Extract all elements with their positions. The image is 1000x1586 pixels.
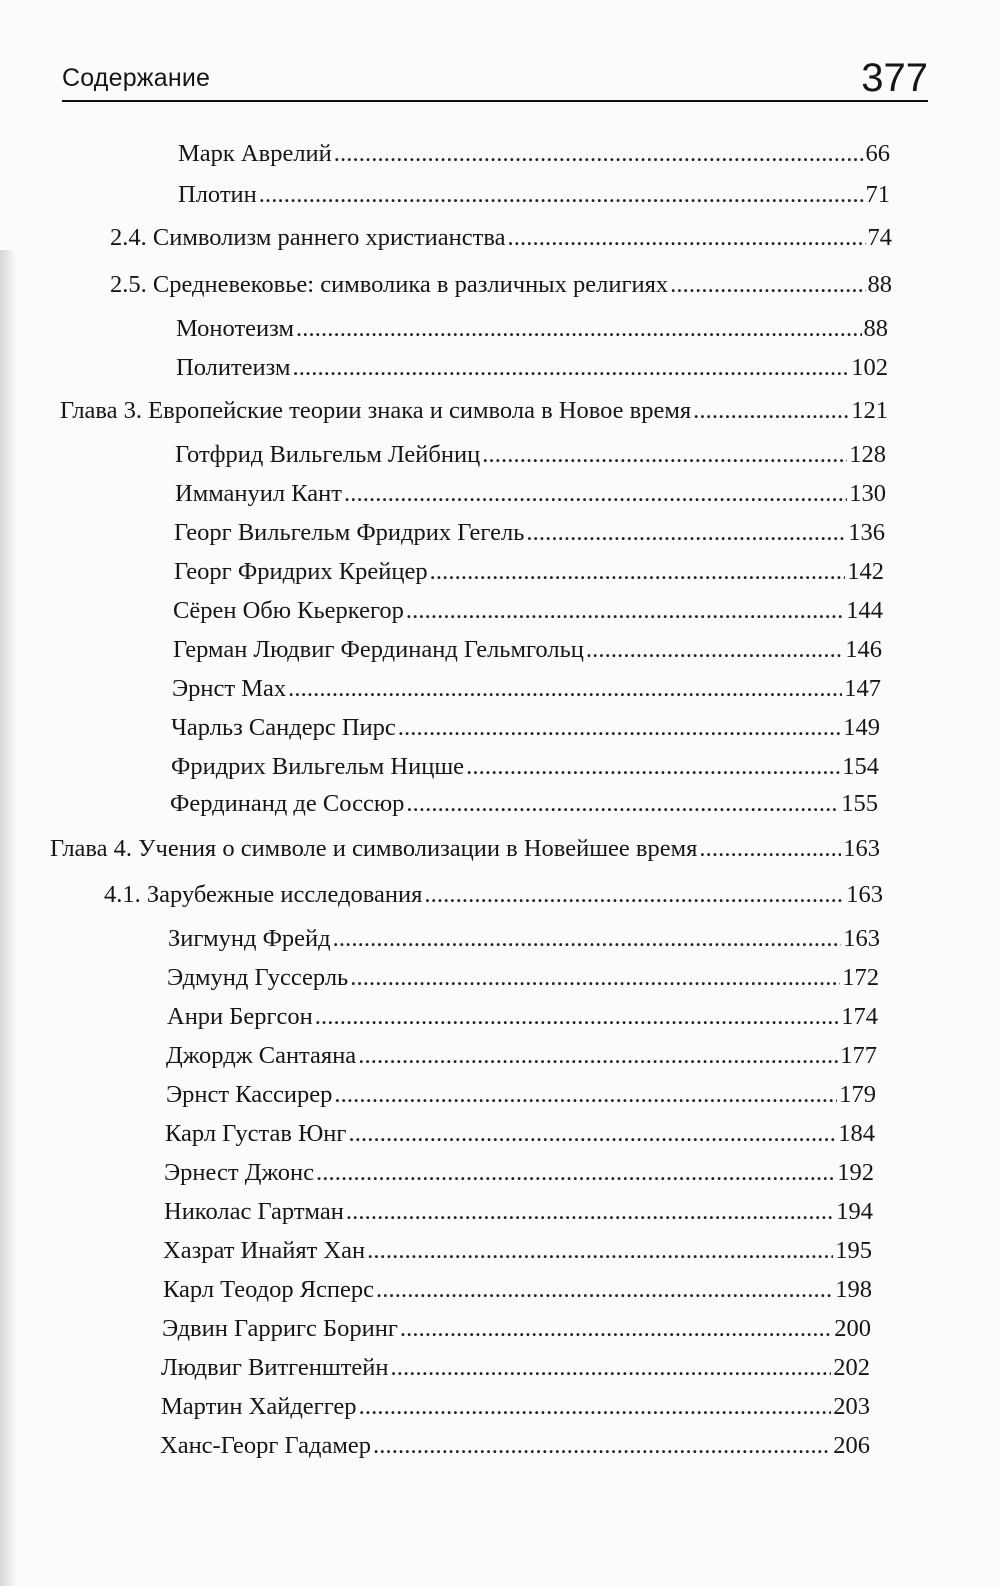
toc-entry-page: 71 xyxy=(865,181,890,208)
toc-entry xyxy=(163,1236,872,1266)
toc-entry xyxy=(165,1119,875,1149)
toc-entry xyxy=(174,518,885,548)
toc-entry xyxy=(167,963,879,993)
toc-entry xyxy=(166,1080,876,1110)
toc-entry-page: 66 xyxy=(865,140,890,167)
toc-entry xyxy=(170,789,878,819)
toc-entry-title: Эдвин Гарригс Боринг xyxy=(162,1315,398,1342)
toc-entry xyxy=(161,1392,870,1422)
toc-entry-page: 88 xyxy=(863,315,888,342)
toc-entry-title: Джордж Сантаяна xyxy=(166,1042,357,1069)
dot-leader xyxy=(699,834,841,864)
toc-entry-title: 2.4. Символизм раннего христианства xyxy=(110,224,506,251)
toc-entry-page: 147 xyxy=(844,675,881,702)
toc-entry-page: 121 xyxy=(851,397,888,424)
toc-entry-page: 74 xyxy=(867,224,892,251)
toc-entry-title: Карл Теодор Ясперс xyxy=(163,1276,375,1303)
toc-entry-page: 102 xyxy=(851,354,888,381)
dot-leader xyxy=(398,713,841,743)
dot-leader xyxy=(482,440,847,470)
toc-entry-page: 194 xyxy=(836,1198,873,1225)
toc-entry xyxy=(167,1002,878,1032)
toc-entry xyxy=(160,1431,870,1461)
toc-entry-page: 184 xyxy=(838,1120,875,1147)
toc-entry xyxy=(104,880,883,910)
dot-leader xyxy=(334,139,864,169)
toc-entry-page: 179 xyxy=(839,1081,876,1108)
toc-entry xyxy=(178,139,890,169)
toc-entry-title: Герман Людвиг Фердинанд Гельмгольц xyxy=(173,636,584,663)
toc-entry-page: 88 xyxy=(867,271,892,298)
toc-entry-title: Глава 4. Учения о символе и символизации в Новейшее время xyxy=(50,835,698,862)
toc-entry-page: 149 xyxy=(843,714,880,741)
dot-leader xyxy=(424,880,844,910)
toc-entry-page: 174 xyxy=(841,1003,878,1030)
toc-entry xyxy=(60,396,888,426)
toc-entry xyxy=(171,752,879,782)
toc-entry xyxy=(173,635,882,665)
toc-entry-title: Хазрат Инайят Хан xyxy=(163,1237,366,1264)
dot-leader xyxy=(344,479,847,509)
toc-entry xyxy=(168,924,880,954)
dot-leader xyxy=(670,270,865,300)
toc-entry xyxy=(178,180,890,210)
toc-entry-title: Плотин xyxy=(178,181,257,208)
toc-entry-title: Николас Гартман xyxy=(164,1198,344,1225)
toc-entry-page: 163 xyxy=(846,881,883,908)
toc-entry-title: Политеизм xyxy=(176,354,291,381)
toc-entry-title: Эрнст Мах xyxy=(172,675,287,702)
toc-entry-title: 2.5. Средневековье: символика в различных религиях xyxy=(110,271,669,298)
toc-entry xyxy=(176,353,888,383)
toc-entry-title: 4.1. Зарубежные исследования xyxy=(104,881,423,908)
toc-entry-page: 142 xyxy=(847,558,884,585)
toc-entry-title: Эрнст Кассирер xyxy=(166,1081,333,1108)
toc-entry-title: Людвиг Витгенштейн xyxy=(161,1354,389,1381)
dot-leader xyxy=(359,1392,832,1422)
toc-entry-page: 146 xyxy=(845,636,882,663)
toc-entry xyxy=(175,479,886,509)
toc-entry-title: Чарльз Сандерс Пирс xyxy=(171,714,396,741)
dot-leader xyxy=(296,314,862,344)
dot-leader xyxy=(406,789,839,819)
dot-leader xyxy=(259,180,864,210)
dot-leader xyxy=(373,1431,831,1461)
toc-entry xyxy=(164,1158,874,1188)
toc-entry xyxy=(173,596,883,626)
dot-leader xyxy=(466,752,840,782)
dot-leader xyxy=(507,223,865,253)
toc-entry-title: Глава 3. Европейские теории знака и символа в Новое время xyxy=(60,397,692,424)
toc-entry xyxy=(161,1353,870,1383)
dot-leader xyxy=(406,596,844,626)
toc-entry-page: 172 xyxy=(842,964,879,991)
toc-entry-title: Георг Вильгельм Фридрих Гегель xyxy=(174,519,525,546)
dot-leader xyxy=(316,1158,835,1188)
toc-entry-title: Карл Густав Юнг xyxy=(165,1120,347,1147)
dot-leader xyxy=(358,1041,838,1071)
toc-entry-title: Готфрид Вильгельм Лейбниц xyxy=(175,441,481,468)
dot-leader xyxy=(334,1080,837,1110)
toc-entry-page: 203 xyxy=(833,1393,870,1420)
toc-entry-page: 154 xyxy=(842,753,879,780)
toc-entry-title: Фридрих Вильгельм Ницше xyxy=(171,753,465,780)
toc-entry xyxy=(171,713,880,743)
toc-entry-page: 163 xyxy=(843,925,880,952)
toc-entry-page: 163 xyxy=(843,835,880,862)
toc-entry xyxy=(176,314,888,344)
toc-entry-page: 128 xyxy=(849,441,886,468)
toc-entry-page: 206 xyxy=(833,1432,870,1459)
dot-leader xyxy=(293,353,850,383)
toc-entry xyxy=(164,1197,873,1227)
toc-entry-page: 202 xyxy=(833,1354,870,1381)
toc-entry-title: Сёрен Обю Кьеркегор xyxy=(173,597,404,624)
toc-entry-page: 136 xyxy=(848,519,885,546)
dot-leader xyxy=(288,674,842,704)
toc-entry-title: Эрнест Джонс xyxy=(164,1159,314,1186)
toc-entry-page: 192 xyxy=(837,1159,874,1186)
toc-entry xyxy=(163,1275,872,1305)
toc-entry-page: 130 xyxy=(849,480,886,507)
toc-entry-title: Эдмунд Гуссерль xyxy=(167,964,349,991)
toc-entry-page: 198 xyxy=(835,1276,872,1303)
dot-leader xyxy=(367,1236,833,1266)
dot-leader xyxy=(693,396,849,426)
dot-leader xyxy=(586,635,843,665)
dot-leader xyxy=(333,924,842,954)
toc-entry-page: 177 xyxy=(840,1042,877,1069)
toc-entry-title: Фердинанд де Соссюр xyxy=(170,790,405,817)
toc-entry-page: 200 xyxy=(834,1315,871,1342)
toc-entry xyxy=(166,1041,877,1071)
toc-entry-page: 155 xyxy=(841,790,878,817)
toc-entry-title: Зигмунд Фрейд xyxy=(168,925,331,952)
toc-entry-title: Монотеизм xyxy=(176,315,294,342)
toc-entry-title: Георг Фридрих Крейцер xyxy=(174,558,428,585)
toc-entry-page: 195 xyxy=(835,1237,872,1264)
toc-entry-title: Мартин Хайдеггер xyxy=(161,1393,357,1420)
toc-entry-title: Анри Бергсон xyxy=(167,1003,313,1030)
toc-entry xyxy=(110,270,892,300)
dot-leader xyxy=(400,1314,832,1344)
toc-entry xyxy=(172,674,881,704)
page-number: 377 xyxy=(861,56,928,100)
toc-entry-title: Ханс-Георг Гадамер xyxy=(160,1432,371,1459)
toc-entry xyxy=(175,440,886,470)
dot-leader xyxy=(391,1353,832,1383)
toc-entry xyxy=(174,557,884,587)
toc-entry-title: Марк Аврелий xyxy=(178,140,332,167)
dot-leader xyxy=(315,1002,839,1032)
running-title: Содержание xyxy=(62,64,211,92)
dot-leader xyxy=(346,1197,834,1227)
dot-leader xyxy=(350,963,840,993)
toc-entry xyxy=(50,834,880,864)
toc-entry-page: 144 xyxy=(846,597,883,624)
dot-leader xyxy=(348,1119,836,1149)
toc-entry xyxy=(110,223,892,253)
dot-leader xyxy=(430,557,846,587)
toc-entry-title: Иммануил Кант xyxy=(175,480,342,507)
toc-entry xyxy=(162,1314,871,1344)
dot-leader xyxy=(526,518,846,548)
dot-leader xyxy=(376,1275,833,1305)
